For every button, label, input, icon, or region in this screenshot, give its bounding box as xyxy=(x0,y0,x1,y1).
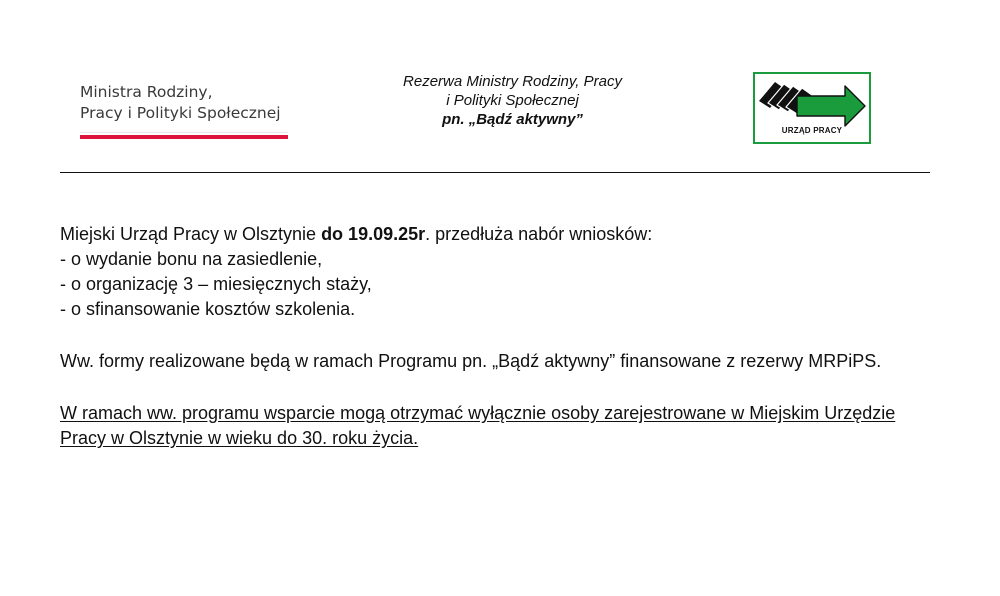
program-paragraph: Ww. formy realizowane będą w ramach Programu pn. „Bądź aktywny” finansowane z rezerwy MRPiPS. xyxy=(60,351,882,371)
intro-suffix: . przedłuża nabór wniosków: xyxy=(425,224,653,244)
reserve-title xyxy=(360,72,665,129)
list-item-housing-voucher: - o wydanie bonu na zasiedlenie, xyxy=(60,249,323,269)
urzad-pracy-logo xyxy=(753,72,871,144)
deadline: do 19.09.25r xyxy=(321,224,426,244)
ministry-logo-line2: Pracy i Polityki Społecznej xyxy=(80,104,281,122)
ministry-logo-line1: Ministra Rodziny, xyxy=(80,83,213,101)
ministry-logo xyxy=(80,82,295,142)
urzad-pracy-caption: URZĄD PRACY xyxy=(781,126,843,135)
header-divider xyxy=(60,172,930,173)
announcement-body xyxy=(60,222,917,451)
reserve-title-line2: i Polityki Społecznej xyxy=(446,92,579,109)
polish-flag-bar xyxy=(80,132,288,138)
list-item-internships: - o organizację 3 – miesięcznych staży, xyxy=(60,274,372,294)
program-name: pn. „Bądź aktywny” xyxy=(442,111,583,128)
intro-line xyxy=(60,222,917,247)
list-item-training-costs: - o sfinansowanie kosztów szkolenia. xyxy=(60,299,356,319)
reserve-title-line1: Rezerwa Ministry Rodziny, Pracy xyxy=(403,73,622,90)
eligibility-paragraph: W ramach ww. programu wsparcie mogą otrzymać wyłącznie osoby zarejestrowane w Miejskim Urzędzie Pracy w Olsztynie w wieku do 30. roku życia. xyxy=(60,403,896,448)
intro-prefix: Miejski Urząd Pracy w Olsztynie xyxy=(60,224,322,244)
